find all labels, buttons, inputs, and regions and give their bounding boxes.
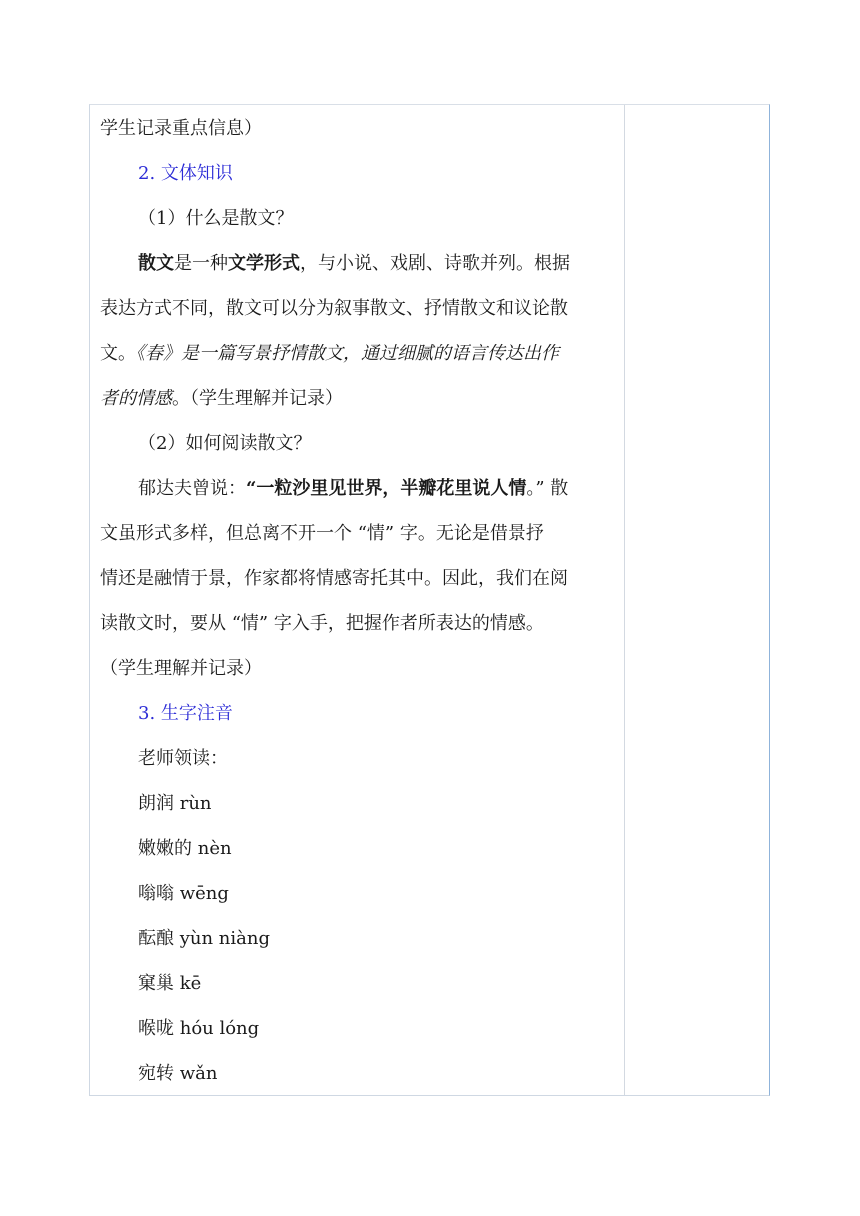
section-heading-2: 2. 文体知识 <box>138 163 233 184</box>
vocab-item: 喉咙 hóu lóng <box>138 1018 260 1039</box>
paragraph-2-line-3: 情还是融情于景，作家都将情感寄托其中。因此，我们在阅 <box>100 568 568 589</box>
lead-reading-label: 老师领读： <box>138 748 228 769</box>
vocab-item: 宛转 wǎn <box>138 1063 218 1084</box>
paragraph-2-line-4: 读散文时，要从 “情” 字入手，把握作者所表达的情感。 <box>100 613 544 634</box>
paragraph-2-line-2: 文虽形式多样，但总离不开一个 “情” 字。无论是借景抒 <box>100 523 544 544</box>
vocab-item: 嫩嫩的 nèn <box>138 838 232 859</box>
vocab-item: 嗡嗡 wēng <box>138 883 229 904</box>
text-line: 学生记录重点信息） <box>100 118 262 139</box>
paragraph-1-line-1: 散文是一种文学形式，与小说、戏剧、诗歌并列。根据 <box>138 253 570 274</box>
vocab-item: 朗润 rùn <box>138 793 212 814</box>
vocab-item: 窠巢 kē <box>138 973 202 994</box>
paragraph-1-line-2: 表达方式不同，散文可以分为叙事散文、抒情散文和议论散 <box>100 298 568 319</box>
lesson-table <box>89 104 770 1096</box>
paragraph-1-line-3: 文。《春》是一篇写景抒情散文，通过细腻的语言传达出作 <box>100 343 559 364</box>
question-1: （1）什么是散文？ <box>138 208 294 229</box>
paragraph-1-line-4: 者的情感。（学生理解并记录） <box>100 388 343 409</box>
paragraph-2-line-5: （学生理解并记录） <box>100 658 262 679</box>
vocab-item: 酝酿 yùn niàng <box>138 928 270 949</box>
section-heading-3: 3. 生字注音 <box>138 703 233 724</box>
question-2: （2）如何阅读散文？ <box>138 433 312 454</box>
column-divider <box>624 105 625 1095</box>
paragraph-2-line-1: 郁达夫曾说：“一粒沙里见世界，半瓣花里说人情。” 散 <box>138 478 569 499</box>
